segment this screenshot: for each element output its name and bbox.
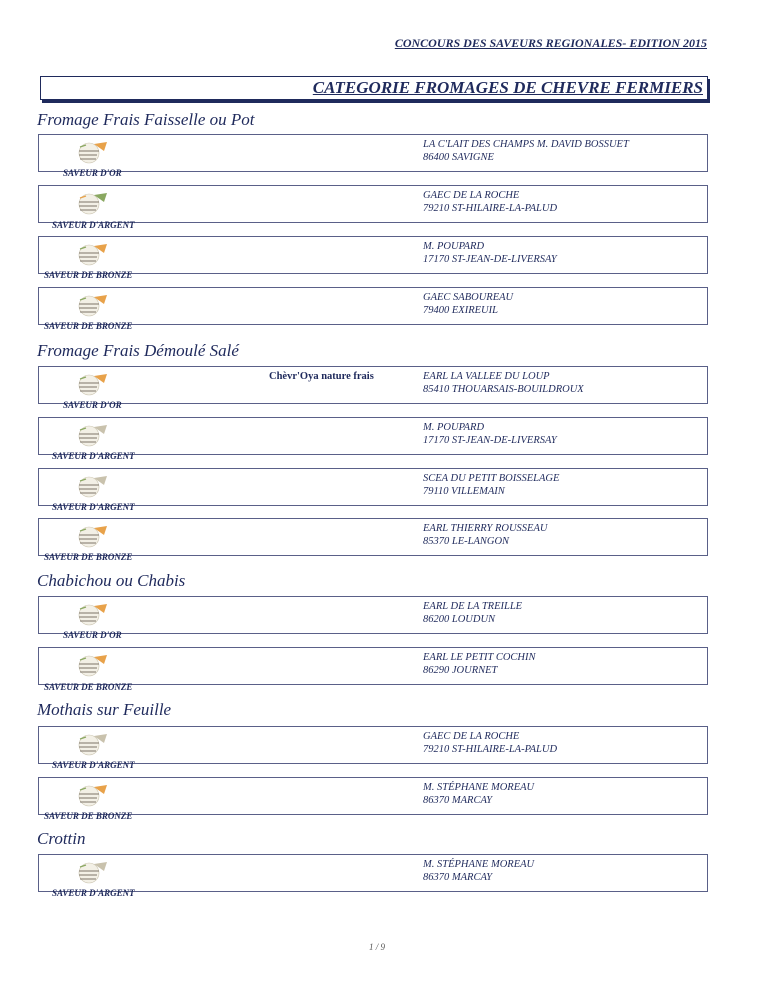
contest-logo-icon xyxy=(74,141,110,165)
producer-name: EARL DE LA TREILLE xyxy=(423,601,523,612)
award-entry xyxy=(38,854,708,892)
producer-name: GAEC DE LA ROCHE xyxy=(423,190,520,201)
contest-logo-icon xyxy=(74,373,110,397)
award-label: SAVEUR D'ARGENT xyxy=(52,760,135,770)
contest-logo-icon xyxy=(74,603,110,627)
contest-logo-icon xyxy=(74,525,110,549)
award-label: SAVEUR D'ARGENT xyxy=(52,220,135,230)
award-label: SAVEUR DE BRONZE xyxy=(44,552,133,562)
producer-city: 17170 ST-JEAN-DE-LIVERSAY xyxy=(423,435,557,446)
producer-name: M. POUPARD xyxy=(423,241,485,252)
producer-name: EARL LE PETIT COCHIN xyxy=(423,652,536,663)
producer-city: 85410 THOUARSAIS-BOUILDROUX xyxy=(423,384,584,395)
contest-logo-icon xyxy=(74,243,110,267)
producer-name: M. STÉPHANE MOREAU xyxy=(423,859,535,870)
section-title: Mothais sur Feuille xyxy=(37,700,172,719)
award-label: SAVEUR DE BRONZE xyxy=(44,321,133,331)
category-title: CATEGORIE FROMAGES DE CHEVRE FERMIERS xyxy=(312,78,703,97)
producer-info xyxy=(423,189,557,215)
producer-name: EARL THIERRY ROUSSEAU xyxy=(423,523,548,534)
award-label: SAVEUR DE BRONZE xyxy=(44,682,133,692)
product-name: Chèvr'Oya nature frais xyxy=(269,371,374,382)
producer-info xyxy=(423,370,584,396)
award-entry xyxy=(38,468,708,506)
award-label: SAVEUR D'OR xyxy=(63,630,122,640)
producer-name: GAEC SABOUREAU xyxy=(423,292,514,303)
award-entry xyxy=(38,777,708,815)
producer-name: EARL LA VALLEE DU LOUP xyxy=(423,371,550,382)
producer-info xyxy=(423,651,536,677)
producer-info xyxy=(423,291,513,317)
producer-city: 86200 LOUDUN xyxy=(423,614,496,625)
producer-name: M. STÉPHANE MOREAU xyxy=(423,782,535,793)
award-entry xyxy=(38,287,708,325)
award-label: SAVEUR DE BRONZE xyxy=(44,811,133,821)
producer-city: 86290 JOURNET xyxy=(423,665,498,676)
producer-info xyxy=(423,240,557,266)
producer-info xyxy=(423,472,559,498)
producer-info xyxy=(423,600,522,626)
producer-city: 79110 VILLEMAIN xyxy=(423,486,505,497)
document-header: CONCOURS DES SAVEURS REGIONALES- EDITION 2015 xyxy=(394,36,707,50)
producer-info xyxy=(423,781,534,807)
award-entry xyxy=(38,236,708,274)
producer-name: SCEA DU PETIT BOISSELAGE xyxy=(423,473,560,484)
award-entry xyxy=(38,726,708,764)
award-entry xyxy=(38,134,708,172)
award-label: SAVEUR D'OR xyxy=(63,400,122,410)
contest-logo-icon xyxy=(74,861,110,885)
award-entry xyxy=(38,596,708,634)
award-entry xyxy=(38,185,708,223)
producer-name: M. POUPARD xyxy=(423,422,485,433)
producer-info xyxy=(423,730,557,756)
section-title: Fromage Frais Démoulé Salé xyxy=(37,341,239,360)
contest-logo-icon xyxy=(74,733,110,757)
page-number: 1 / 9 xyxy=(369,942,386,952)
contest-logo-icon xyxy=(74,654,110,678)
category-box xyxy=(40,76,708,100)
producer-info xyxy=(423,522,547,548)
producer-info xyxy=(423,858,534,884)
producer-city: 79210 ST-HILAIRE-LA-PALUD xyxy=(423,744,558,755)
award-entry xyxy=(38,518,708,556)
producer-name: GAEC DE LA ROCHE xyxy=(423,731,520,742)
producer-city: 79400 EXIREUIL xyxy=(423,305,498,316)
section-title: Fromage Frais Faisselle ou Pot xyxy=(37,110,255,129)
producer-city: 85370 LE-LANGON xyxy=(423,536,510,547)
contest-logo-icon xyxy=(74,475,110,499)
section-title: Chabichou ou Chabis xyxy=(37,571,186,590)
award-label: SAVEUR D'ARGENT xyxy=(52,451,135,461)
award-entry xyxy=(38,647,708,685)
producer-city: 86370 MARCAY xyxy=(423,795,493,806)
award-label: SAVEUR D'ARGENT xyxy=(52,502,135,512)
producer-city: 86400 SAVIGNE xyxy=(423,152,494,163)
contest-logo-icon xyxy=(74,192,110,216)
producer-name: LA C'LAIT DES CHAMPS M. DAVID BOSSUET xyxy=(423,139,629,150)
producer-city: 86370 MARCAY xyxy=(423,872,493,883)
award-label: SAVEUR D'ARGENT xyxy=(52,888,135,898)
producer-info xyxy=(423,421,557,447)
producer-city: 17170 ST-JEAN-DE-LIVERSAY xyxy=(423,254,557,265)
award-label: SAVEUR DE BRONZE xyxy=(44,270,133,280)
contest-logo-icon xyxy=(74,294,110,318)
section-title: Crottin xyxy=(37,829,86,848)
contest-logo-icon xyxy=(74,424,110,448)
award-entry xyxy=(38,417,708,455)
producer-city: 79210 ST-HILAIRE-LA-PALUD xyxy=(423,203,558,214)
contest-logo-icon xyxy=(74,784,110,808)
award-entry xyxy=(38,366,708,404)
producer-info xyxy=(423,138,629,164)
award-label: SAVEUR D'OR xyxy=(63,168,122,178)
